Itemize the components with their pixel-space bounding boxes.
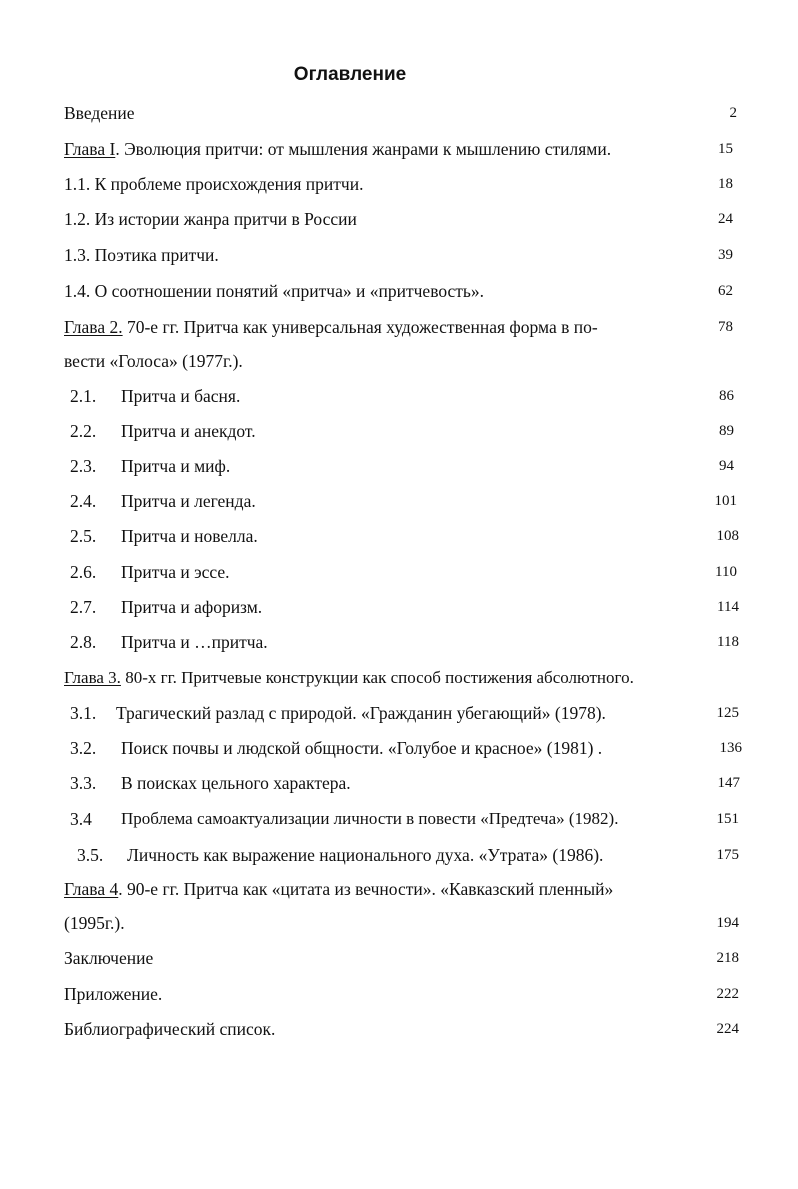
toc-entry-section[interactable] xyxy=(0,171,798,197)
section-number: 3.3. xyxy=(70,773,97,793)
toc-entry-text: Притча и афоризм. xyxy=(121,597,263,617)
toc-entry-page: 18 xyxy=(718,176,733,192)
toc-entry-chapter-2-continued xyxy=(0,348,798,374)
toc-entry-text: Притча и басня. xyxy=(121,386,241,406)
toc-entry-section[interactable] xyxy=(0,806,798,832)
toc-entry-text xyxy=(64,876,613,902)
toc-entry-chapter-2[interactable] xyxy=(0,314,798,340)
toc-entry-section[interactable] xyxy=(0,453,798,479)
toc-entry-section[interactable] xyxy=(0,523,798,549)
chapter-label: Глава 3. xyxy=(64,668,121,687)
toc-entry-chapter-3[interactable] xyxy=(0,665,798,691)
toc-entry-intro[interactable] xyxy=(0,100,798,126)
toc-entry-page: 39 xyxy=(718,247,733,263)
toc-entry-section[interactable] xyxy=(0,700,798,726)
toc-entry-text: Трагический разлад с природой. «Гражданин убегающий» (1978). xyxy=(116,703,606,723)
toc-entry-text: Заключение xyxy=(64,948,154,968)
toc-entry-section[interactable] xyxy=(0,594,798,620)
chapter-label: Глава 2. xyxy=(64,317,123,337)
toc-entry-page: 125 xyxy=(716,705,739,721)
toc-entry-text: Библиографический список. xyxy=(64,1019,276,1039)
toc-entry-conclusion[interactable] xyxy=(0,945,798,971)
toc-entry-chapter-4[interactable] xyxy=(0,876,798,902)
chapter-title: 80-х гг. Притчевые конструкции как способ постижения абсолютного. xyxy=(120,668,634,687)
toc-entry-text: Притча и …притча. xyxy=(121,632,268,652)
toc-entry-page: 224 xyxy=(716,1021,739,1037)
toc-entry-section[interactable] xyxy=(0,242,798,268)
toc-entry-text: вести «Голоса» (1977г.). xyxy=(64,351,243,371)
section-number: 2.8. xyxy=(70,632,97,652)
toc-entry-page: 62 xyxy=(718,283,733,299)
toc-entry-page: 94 xyxy=(719,458,734,474)
toc-entry-section[interactable] xyxy=(0,206,798,232)
toc-entry-page: 118 xyxy=(717,634,739,650)
toc-entry-text xyxy=(64,314,598,340)
chapter-label: Глава 4 xyxy=(64,879,119,899)
toc-entry-section[interactable] xyxy=(0,735,798,761)
chapter-title: . Эволюция притчи: от мышления жанрами к мышлению стилями. xyxy=(115,139,612,159)
toc-entry-text: Притча и новелла. xyxy=(121,526,258,546)
toc-entry-appendix[interactable] xyxy=(0,981,798,1007)
toc-entry-text: Притча и миф. xyxy=(121,456,231,476)
toc-entry-text: Личность как выражение национального духа. «Утрата» (1986). xyxy=(127,845,604,865)
toc-entry-page: 86 xyxy=(719,388,734,404)
toc-entry-text xyxy=(64,665,634,691)
section-number: 3.5. xyxy=(77,845,104,865)
section-number: 2.6. xyxy=(70,562,97,582)
toc-entry-page: 175 xyxy=(716,847,739,863)
section-number: 2.3. xyxy=(70,456,97,476)
section-number: 2.5. xyxy=(70,526,97,546)
toc-entry-section[interactable] xyxy=(0,383,798,409)
toc-entry-text: Приложение. xyxy=(64,984,163,1004)
toc-entry-section[interactable] xyxy=(0,842,798,868)
toc-entry-text: Притча и легенда. xyxy=(121,491,256,511)
toc-entry-text: 1.1. К проблеме происхождения притчи. xyxy=(64,174,364,194)
toc-entry-page: 15 xyxy=(718,141,733,157)
toc-entry-text: 1.2. Из истории жанра притчи в России xyxy=(64,209,357,229)
toc-entry-page: 136 xyxy=(719,740,742,756)
toc-entry-section[interactable] xyxy=(0,770,798,796)
section-number: 3.4 xyxy=(70,809,92,829)
section-number: 3.1. xyxy=(70,703,97,723)
toc-entry-section[interactable] xyxy=(0,278,798,304)
toc-entry-page: 108 xyxy=(716,528,739,544)
toc-entry-page: 2 xyxy=(729,105,737,121)
page-title: Оглавление xyxy=(293,64,407,85)
toc-entry-text: (1995г.). xyxy=(64,913,125,933)
chapter-label: Глава I xyxy=(64,139,116,159)
toc-entry-page: 114 xyxy=(717,599,739,615)
toc-entry-section[interactable] xyxy=(0,418,798,444)
section-number: 2.7. xyxy=(70,597,97,617)
chapter-title: . 90-е гг. Притча как «цитата из вечности». «Кавказский пленный» xyxy=(118,879,614,899)
toc-entry-page: 110 xyxy=(715,564,737,580)
toc-entry-text xyxy=(64,136,611,162)
toc-entry-page: 89 xyxy=(719,423,734,439)
toc-entry-text: Поиск почвы и людской общности. «Голубое и красное» (1981) . xyxy=(121,738,603,758)
toc-entry-page: 151 xyxy=(716,811,739,827)
toc-entry-section[interactable] xyxy=(0,559,798,585)
toc-entry-text: В поисках цельного характера. xyxy=(121,773,351,793)
toc-entry-page: 101 xyxy=(714,493,737,509)
toc-entry-bibliography[interactable] xyxy=(0,1016,798,1042)
toc-entry-text: Проблема самоактуализации личности в повести «Предтеча» (1982). xyxy=(121,809,619,828)
toc-entry-text: 1.4. О соотношении понятий «притча» и «притчевость». xyxy=(64,281,485,301)
toc-entry-text: Введение xyxy=(64,103,135,123)
toc-entry-page: 147 xyxy=(717,775,740,791)
toc-entry-text: 1.3. Поэтика притчи. xyxy=(64,245,219,265)
toc-entry-page: 194 xyxy=(716,915,739,931)
toc-entry-section[interactable] xyxy=(0,488,798,514)
toc-entry-text: Притча и эссе. xyxy=(121,562,230,582)
toc-entry-section[interactable] xyxy=(0,629,798,655)
section-number: 2.1. xyxy=(70,386,97,406)
toc-entry-page: 222 xyxy=(716,986,739,1002)
toc-entry-page: 218 xyxy=(716,950,739,966)
section-number: 2.2. xyxy=(70,421,97,441)
toc-entry-text: Притча и анекдот. xyxy=(121,421,256,441)
section-number: 2.4. xyxy=(70,491,97,511)
toc-entry-chapter-4-continued xyxy=(0,910,798,936)
toc-entry-page: 24 xyxy=(718,211,733,227)
toc-entry-page: 78 xyxy=(718,319,733,335)
chapter-title: 70-е гг. Притча как универсальная художественная форма в по- xyxy=(122,317,598,337)
section-number: 3.2. xyxy=(70,738,97,758)
toc-entry-chapter-1[interactable] xyxy=(0,136,798,162)
